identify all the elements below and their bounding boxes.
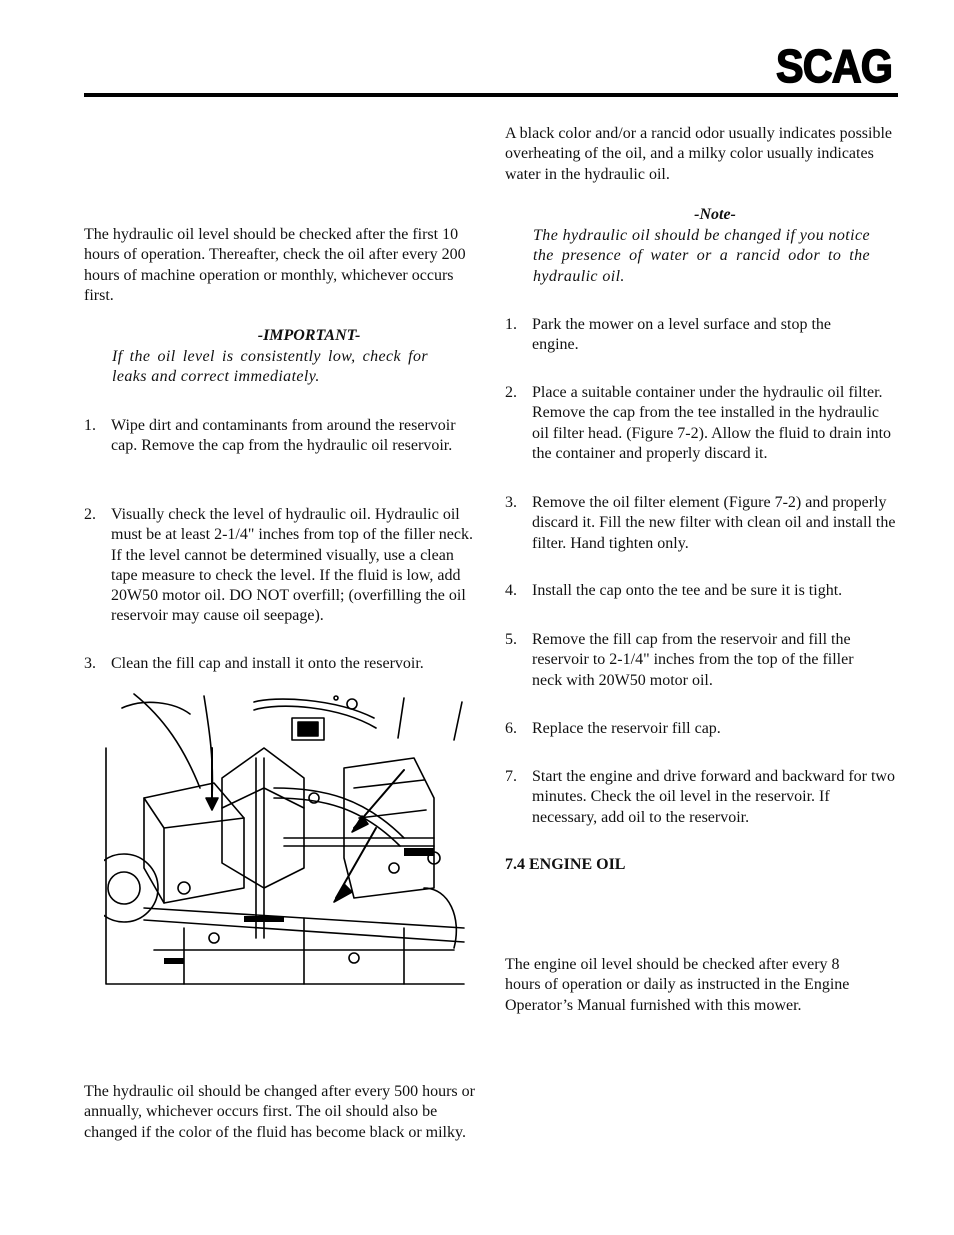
important-title: -IMPORTANT- xyxy=(257,327,361,344)
step-number: 6. xyxy=(505,720,517,737)
step-text: Remove the oil filter element (Figure 7-2) and properly discard it. Fill the new filter with clean oil and install the filter. Hand tighten only. xyxy=(532,494,896,552)
engine-oil-text: The engine oil level should be checked after every 8 hours of operation or daily as instructed in the Engine Operator’s Manual furnished with this mower. xyxy=(505,956,850,1014)
hydraulic-check-intro: The hydraulic oil level should be checked after the first 10 hours of operation. Thereafter, check the oil after every 200 hours of machine operation or monthly, whichever occurs first. xyxy=(84,226,466,304)
step-text: Replace the reservoir fill cap. xyxy=(532,720,721,737)
step-text: Wipe dirt and contaminants from around the reservoir cap. Remove the cap from the hydraulic oil reservoir. xyxy=(111,417,456,455)
step-text: Remove the fill cap from the reservoir and fill the reservoir to 2-1/4" inches from the top of the filler neck with 20W50 motor oil. xyxy=(532,631,854,689)
note-text: The hydraulic oil should be changed if you notice the presence of water or a rancid odor to the hydraulic oil. xyxy=(533,227,870,285)
step-text: Place a suitable container under the hydraulic oil filter. Remove the cap from the tee installed in the hydraulic oil filter head. (Figure 7-2). Allow the fluid to drain into the container and properly discard it. xyxy=(532,384,892,462)
header-rule xyxy=(84,93,898,97)
step-text: Clean the fill cap and install it onto the reservoir. xyxy=(111,655,424,672)
hydraulic-system-illustration xyxy=(104,688,466,986)
step-number: 1. xyxy=(84,417,96,434)
step-number: 3. xyxy=(505,494,517,511)
step-number: 4. xyxy=(505,582,517,599)
oil-color-text: A black color and/or a rancid odor usually indicates possible overheating of the oil, and a milky color usually indicates water in the hydraulic oil. xyxy=(505,125,893,183)
step-number: 2. xyxy=(505,384,517,401)
step-text: Park the mower on a level surface and stop the engine. xyxy=(532,316,832,354)
hydraulic-change-text: The hydraulic oil should be changed after every 500 hours or annually, whichever occurs first. The oil should also be changed if the color of the fluid has become black or milky. xyxy=(84,1083,475,1141)
scag-logo: SCAG xyxy=(776,40,893,92)
note-title: -Note- xyxy=(694,206,736,223)
step-number: 1. xyxy=(505,316,517,333)
step-text: Start the engine and drive forward and backward for two minutes. Check the oil level in the reservoir. If necessary, add oil to the reservoir. xyxy=(532,768,895,826)
step-number: 2. xyxy=(84,506,96,523)
step-number: 7. xyxy=(505,768,517,785)
important-text: If the oil level is consistently low, check for leaks and correct immediately. xyxy=(112,348,428,386)
step-number: 3. xyxy=(84,655,96,672)
step-text: Visually check the level of hydraulic oil. Hydraulic oil must be at least 2-1/4" inches from top of the filler neck. If the level cannot be determined visually, use a clean tape measure to check the level. If the fluid is low, add 20W50 motor oil. DO NOT overfill; (overfilling the oil reservoir may cause oil seepage). xyxy=(111,506,473,625)
engine-oil-heading: 7.4 ENGINE OIL xyxy=(505,856,626,873)
step-text: Install the cap onto the tee and be sure it is tight. xyxy=(532,582,843,599)
step-number: 5. xyxy=(505,631,517,648)
